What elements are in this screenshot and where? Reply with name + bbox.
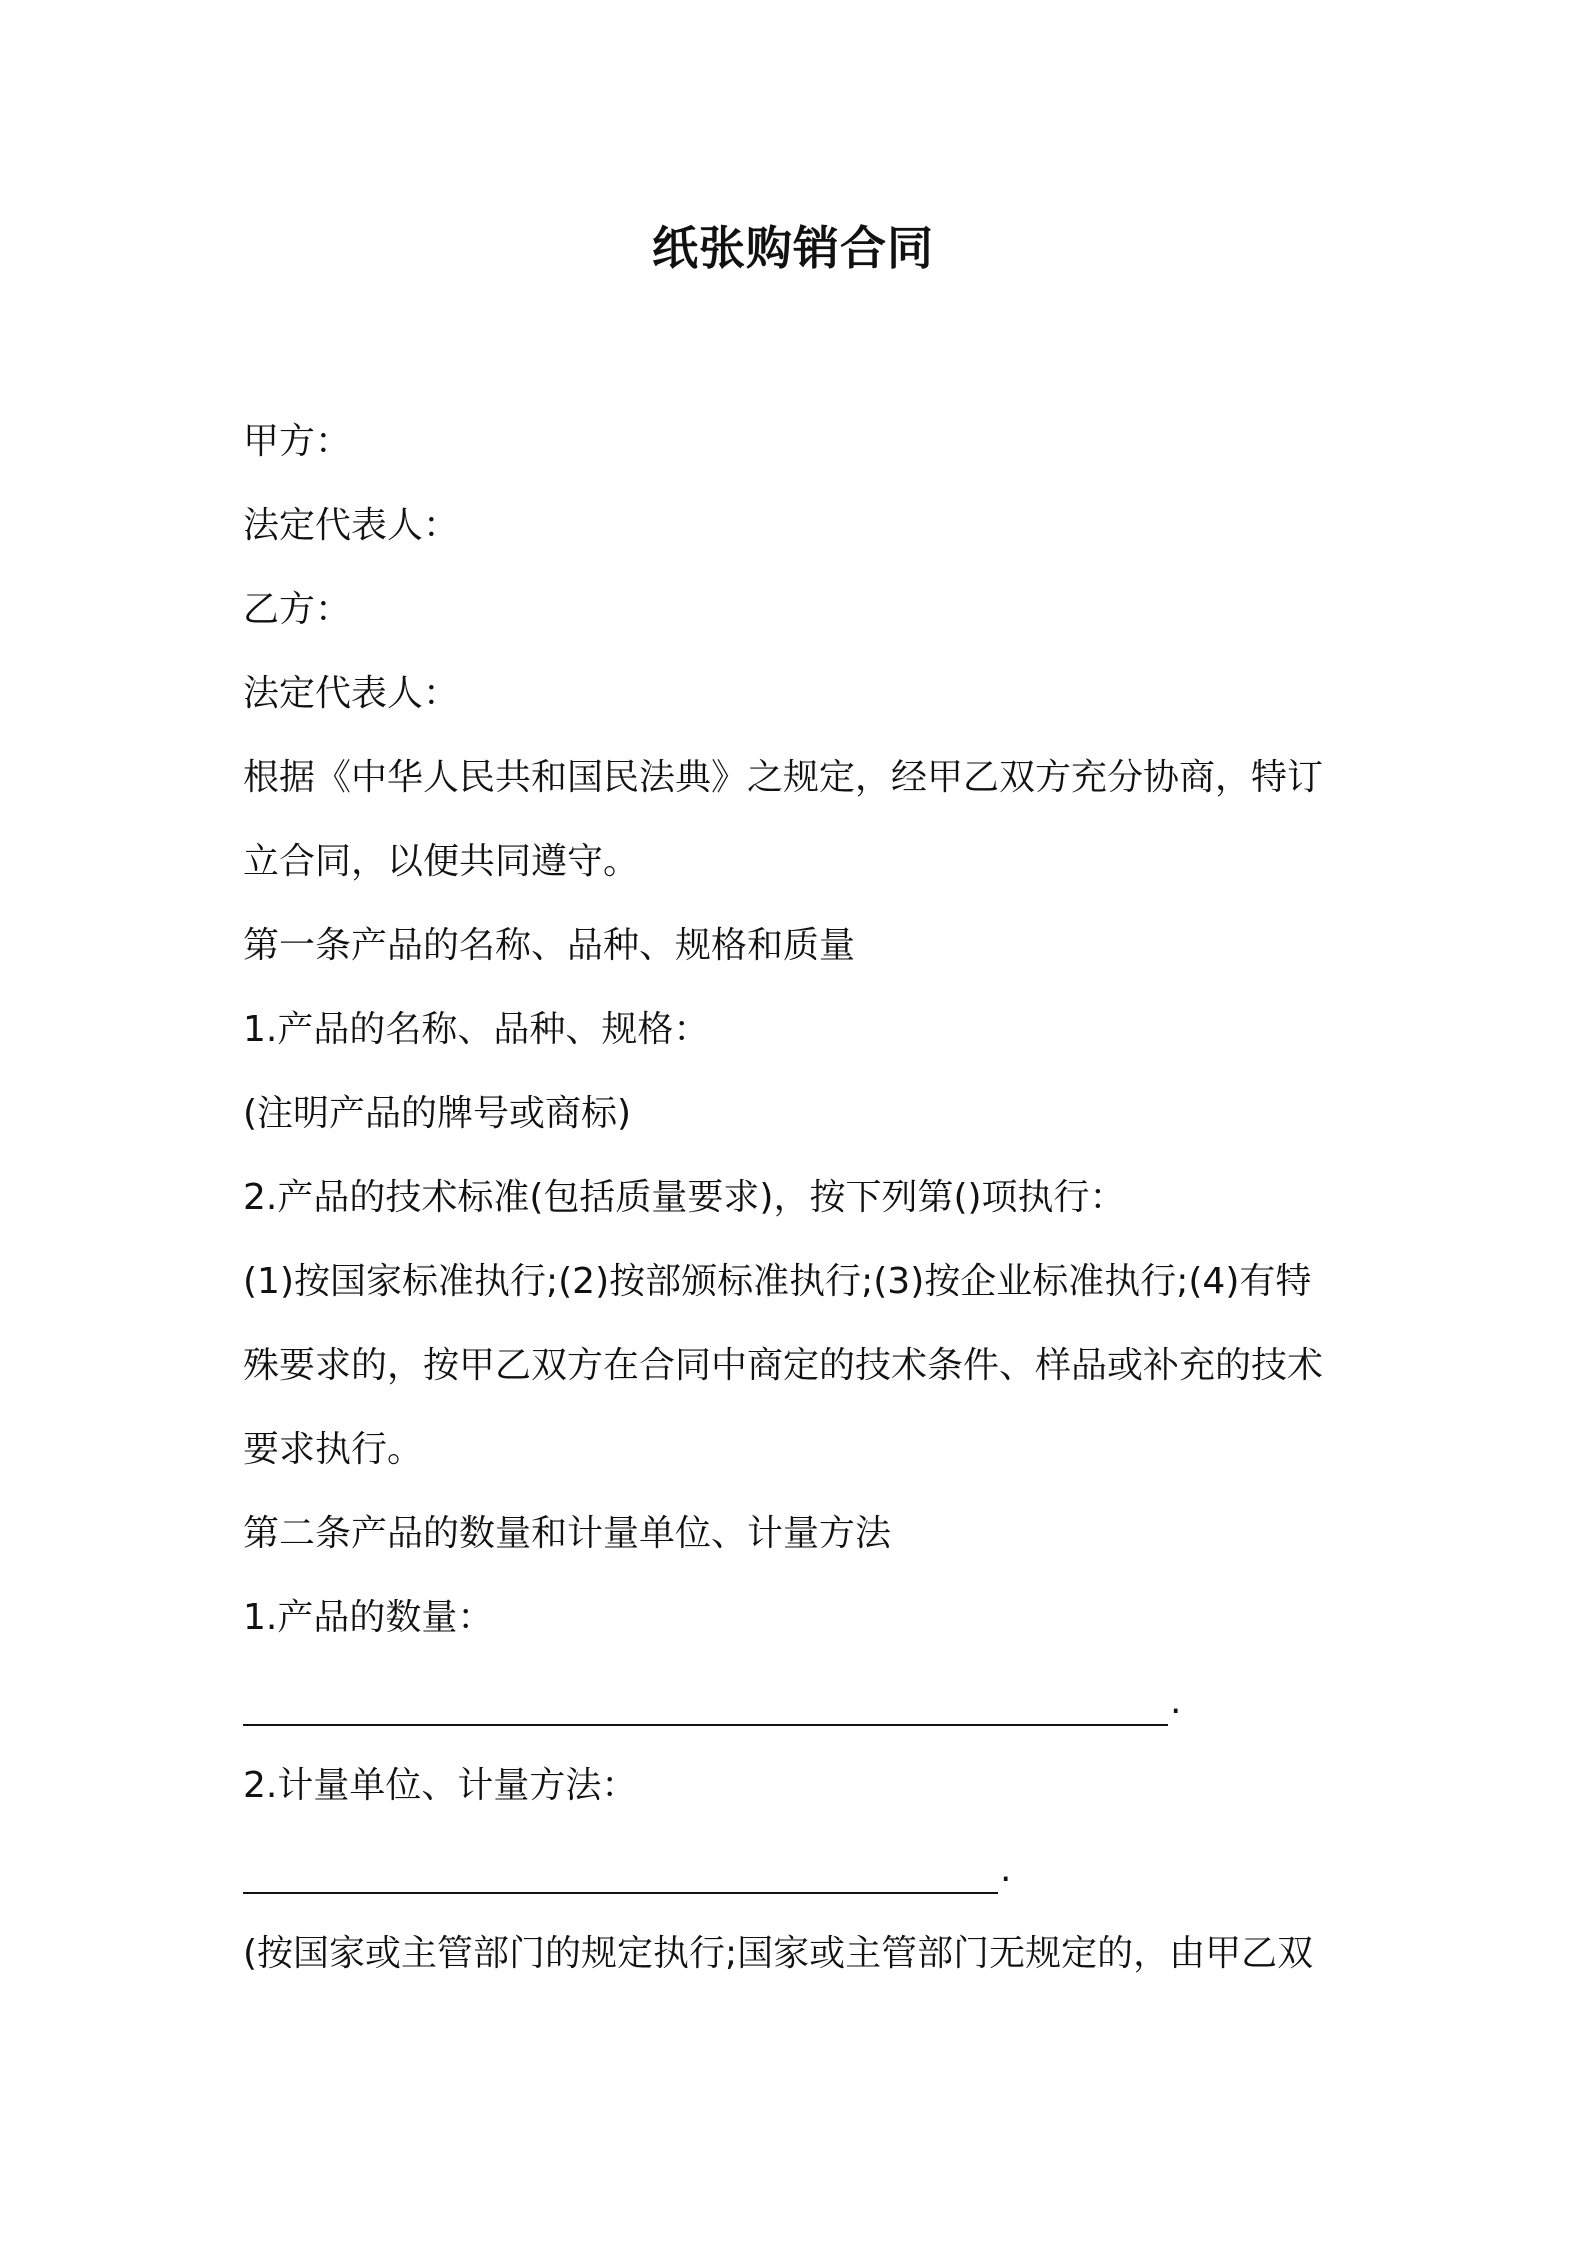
article-1-item-1: 1.产品的名称、品种、规格： <box>243 1009 710 1050</box>
party-b-line: 乙方： <box>243 589 352 630</box>
unit-method-blank-end: . <box>1000 1849 1012 1890</box>
quantity-blank-end: . <box>1170 1681 1182 1722</box>
article-1-item-1-note: (注明产品的牌号或商标) <box>243 1093 632 1134</box>
article-2-note-line: (按国家或主管部门的规定执行;国家或主管部门无规定的，由甲乙双 <box>243 1933 1314 1974</box>
article-1-options-line-3: 要求执行。 <box>243 1429 424 1470</box>
preamble-line-2: 立合同，以便共同遵守。 <box>243 841 640 882</box>
article-2-item-1: 1.产品的数量： <box>243 1597 494 1638</box>
party-a-representative-line: 法定代表人： <box>243 505 460 546</box>
preamble-line-1: 根据《中华人民共和国民法典》之规定，经甲乙双方充分协商，特订 <box>243 757 1324 798</box>
quantity-underline <box>243 1724 1168 1726</box>
quantity-blank-line <box>243 1660 1363 1744</box>
article-2-item-2: 2.计量单位、计量方法： <box>243 1765 638 1806</box>
article-1-item-2: 2.产品的技术标准(包括质量要求)，按下列第()项执行： <box>243 1177 1126 1218</box>
party-b-representative-line: 法定代表人： <box>243 673 460 714</box>
article-2-heading: 第二条产品的数量和计量单位、计量方法 <box>243 1513 892 1554</box>
article-1-options-line-1: (1)按国家标准执行;(2)按部颁标准执行;(3)按企业标准执行;(4)有特 <box>243 1261 1312 1302</box>
article-1-options-line-2: 殊要求的，按甲乙双方在合同中商定的技术条件、样品或补充的技术 <box>243 1345 1324 1386</box>
article-1-heading: 第一条产品的名称、品种、规格和质量 <box>243 925 856 966</box>
unit-method-underline <box>243 1892 998 1894</box>
document-body <box>243 400 1363 1996</box>
party-a-line: 甲方： <box>243 421 352 462</box>
unit-method-blank-line <box>243 1828 1363 1912</box>
document-title: 纸张购销合同 <box>652 221 934 275</box>
